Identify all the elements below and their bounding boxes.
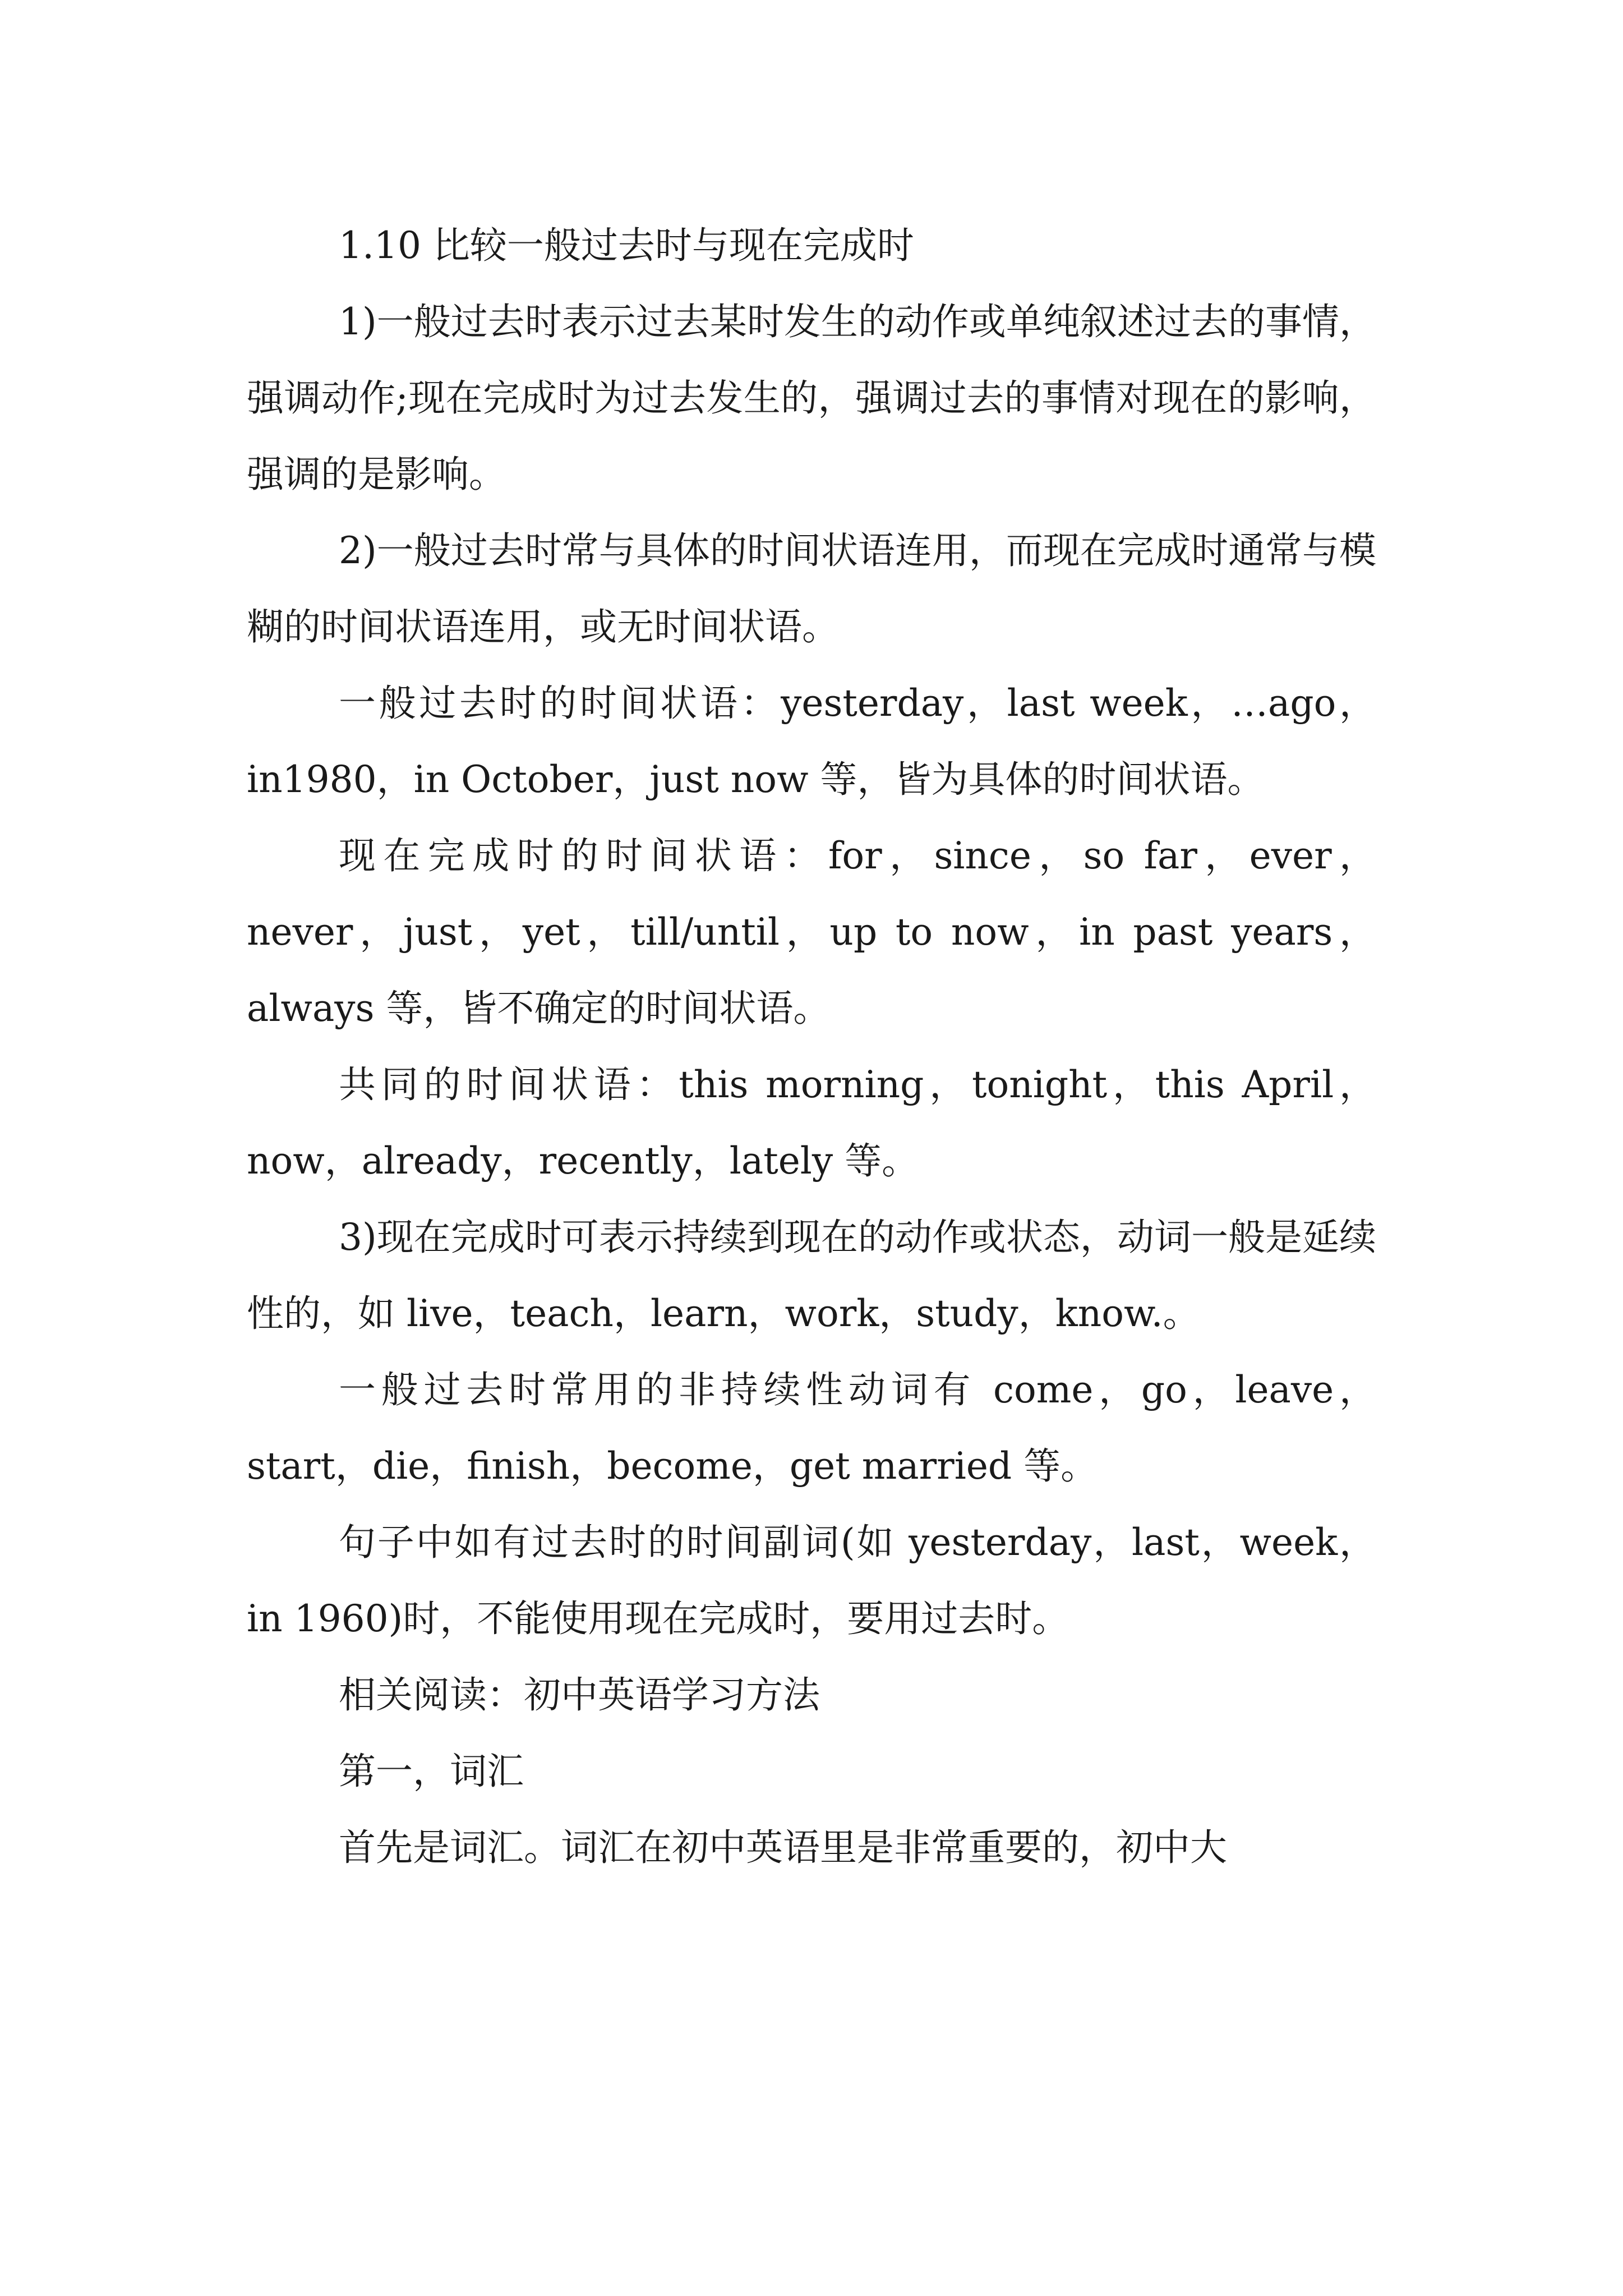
- related-reading-heading: 相关阅读：初中英语学习方法: [339, 1673, 820, 1717]
- paragraph-common-adverbials: 共同的时间状语：this morning，tonight，this April，now，already，recently，lately 等。: [247, 1063, 1376, 1182]
- paragraph-3: 3)现在完成时可表示持续到现在的动作或状态，动词一般是延续性的，如 live，teach，learn，work，study，know.。: [247, 1216, 1376, 1335]
- paragraph-1: 1)一般过去时表示过去某时发生的动作或单纯叙述过去的事情，强调动作;现在完成时为过去发生的，强调过去的事情对现在的影响，强调的是影响。: [247, 300, 1376, 496]
- paragraph-2: 2)一般过去时常与具体的时间状语连用，而现在完成时通常与模糊的时间状语连用，或无时间状语。: [247, 529, 1376, 648]
- subheading-vocabulary: 第一，词汇: [339, 1750, 524, 1793]
- section-heading: 1.10 比较一般过去时与现在完成时: [339, 224, 914, 267]
- paragraph-perfect-adverbials: 现在完成时的时间状语：for，since，so far，ever，never，just，yet，till/until，up to now，in past years，always 等，皆不确定的时间状语。: [247, 834, 1376, 1030]
- paragraph-time-adverbs: 句子中如有过去时的时间副词(如 yesterday，last，week，in 1960)时，不能使用现在完成时，要用过去时。: [247, 1521, 1376, 1640]
- paragraph-non-continuous-verbs: 一般过去时常用的非持续性动词有 come，go，leave，start，die，finish，become，get married 等。: [247, 1368, 1376, 1488]
- paragraph-vocabulary: 首先是词汇。词汇在初中英语里是非常重要的，初中大: [339, 1826, 1227, 1869]
- document-body: [247, 208, 1376, 1886]
- paragraph-past-adverbials: 一般过去时的时间状语：yesterday，last week，…ago，in1980，in October，just now 等，皆为具体的时间状语。: [247, 682, 1376, 801]
